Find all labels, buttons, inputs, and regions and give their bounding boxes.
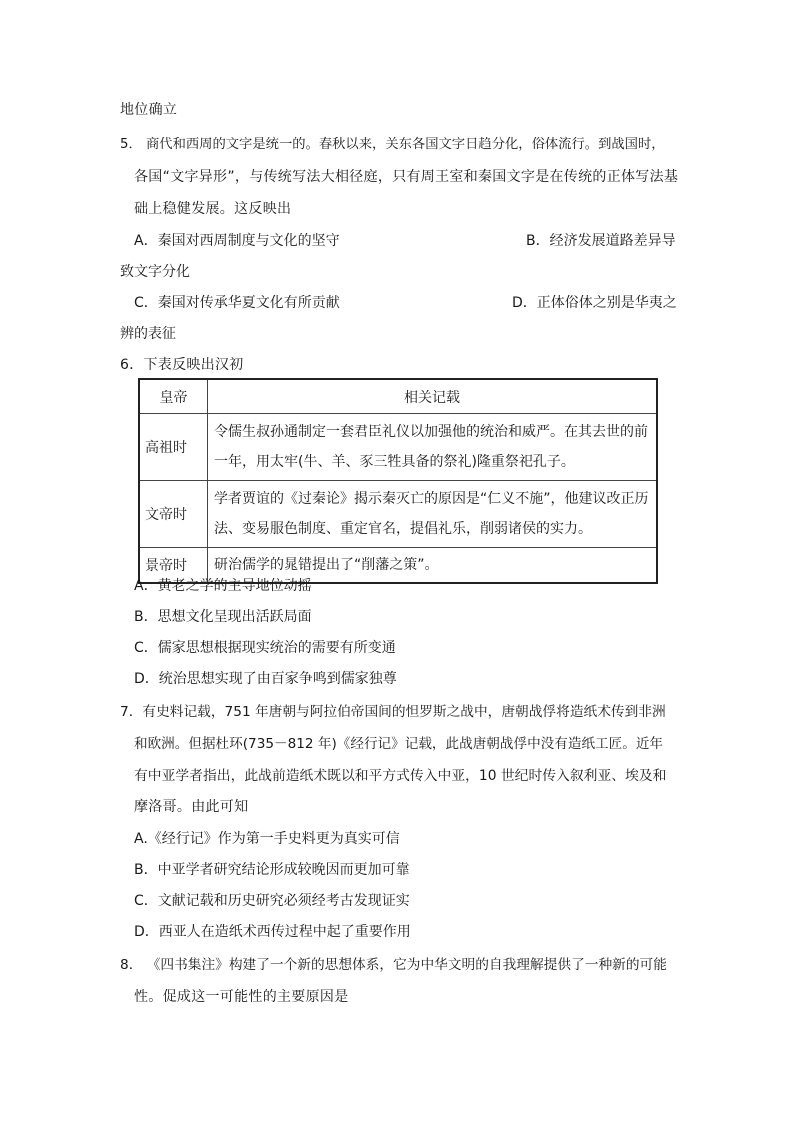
row-emperor: 景帝时 <box>139 548 208 584</box>
q7-stem-line-3: 有中亚学者指出，此战前造纸术既以和平方式传入中亚，10 世纪时传入叙利亚、埃及和 <box>134 768 667 784</box>
q7-option-b: B．中亚学者研究结论形成较晚因而更加可靠 <box>134 862 410 878</box>
row-record <box>208 481 658 548</box>
q5-option-b: B．经济发展道路差异导 <box>526 233 676 249</box>
record-line: 研治儒学的晁错提出了“削藩之策”。 <box>214 557 439 573</box>
q5-stem-line-3: 础上稳健发展。这反映出 <box>134 201 292 217</box>
q7-option-c: C．文献记载和历史研究必须经考古发现证实 <box>134 893 410 909</box>
header-records: 相关记载 <box>208 379 658 414</box>
q5-option-d: D．正体俗体之别是华夷之 <box>512 295 677 311</box>
q5-option-b-continued: 致文字分化 <box>120 264 190 280</box>
record-line: 学者贾谊的《过秦论》揭示秦灭亡的原因是“仁义不施”，他建议改正历 <box>214 491 649 507</box>
header-emperor: 皇帝 <box>139 379 208 414</box>
q7-option-a: A.《经行记》作为第一手史料更为真实可信 <box>134 831 400 847</box>
q5-stem-line-2: 各国“文字异形”，与传统写法大相径庭，只有周王室和秦国文字是在传统的正体写法基 <box>134 169 679 185</box>
table-row <box>139 481 657 548</box>
record-line: 法、变易服色制度、重定官名，提倡礼乐，削弱诸侯的实力。 <box>214 521 592 537</box>
row-emperor: 高祖时 <box>139 414 208 481</box>
q5-stem-line-1: 5． 商代和西周的文字是统一的。春秋以来，关东各国文字日趋分化，俗体流行。到战国时， <box>120 137 665 152</box>
q5-option-d-continued: 辨的表征 <box>120 326 176 342</box>
record-line: 一年，用太牢(牛、羊、豕三牲具备的祭礼)隆重祭祀孔子。 <box>214 454 575 470</box>
q7-option-d: D．西亚人在造纸术西传过程中起了重要作用 <box>134 924 411 940</box>
records-table <box>138 378 658 584</box>
q8-stem-line-1: 8． 《四书集注》构建了一个新的思想体系，它为中华文明的自我理解提供了一种新的可能 <box>120 957 667 973</box>
q6-option-d: D．统治思想实现了由百家争鸣到儒家独尊 <box>134 671 397 687</box>
q6-stem: 6．下表反映出汉初 <box>120 357 244 373</box>
q6-option-b: B．思想文化呈现出活跃局面 <box>134 609 312 625</box>
record-line: 令儒生叔孙通制定一套君臣礼仪以加强他的统治和威严。在其去世的前 <box>214 424 648 440</box>
continuation-text: 地位确立 <box>120 102 178 118</box>
row-emperor: 文帝时 <box>139 481 208 548</box>
q7-stem-line-4: 摩洛哥。由此可知 <box>134 799 249 815</box>
table-row <box>139 414 657 481</box>
table-header-row <box>139 379 657 414</box>
row-record <box>208 414 658 481</box>
q7-stem-line-1: 7．有史料记载，751 年唐朝与阿拉伯帝国间的怛罗斯之战中，唐朝战俘将造纸术传到非洲 <box>120 704 666 720</box>
q5-option-c: C．秦国对传承华夏文化有所贡献 <box>134 295 340 311</box>
q5-option-a: A．秦国对西周制度与文化的坚守 <box>134 233 340 249</box>
q8-stem-line-2: 性。促成这一可能性的主要原因是 <box>134 989 349 1005</box>
q6-option-a: A．黄老之学的主导地位动摇 <box>134 578 312 594</box>
q6-option-c: C．儒家思想根据现实统治的需要有所变通 <box>134 640 396 656</box>
q7-stem-line-2: 和欧洲。但据杜环(735－812 年)《经行记》记载，此战唐朝战俘中没有造纸工匠。近年 <box>134 736 664 752</box>
